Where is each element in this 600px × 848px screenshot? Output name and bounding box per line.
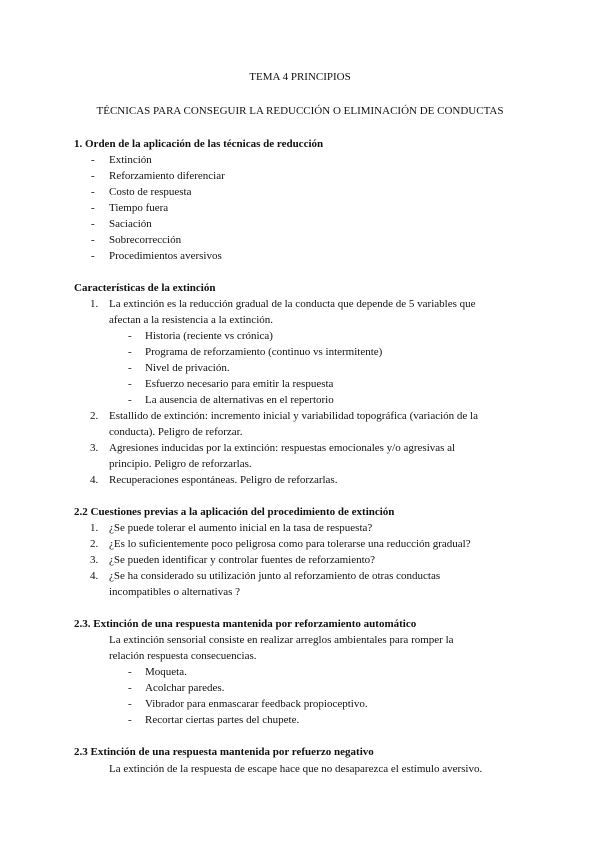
list-dash: - [128, 346, 132, 358]
list-item: Acolchar paredes. [145, 682, 225, 694]
list-item: Moqueta. [145, 666, 187, 678]
list-item: Procedimientos aversivos [109, 250, 222, 262]
paragraph-line: La extinción sensorial consiste en realizar arreglos ambientales para romper la [109, 634, 454, 646]
list-item: Vibrador para enmascarar feedback propioceptivo. [145, 698, 368, 710]
list-item-text: Estallido de extinción: incremento inicial y variabilidad topográfica (variación de la [109, 410, 478, 422]
list-dash: - [91, 202, 95, 214]
doc-header: TEMA 4 PRINCIPIOS [249, 71, 351, 83]
list-number: 1. [90, 522, 99, 534]
section-2-heading: Características de la extinción [74, 282, 216, 294]
list-item: Historia (reciente vs crónica) [145, 330, 273, 342]
list-number: 2. [90, 538, 99, 550]
list-dash: - [91, 186, 95, 198]
list-dash: - [91, 250, 95, 262]
list-number: 3. [90, 442, 99, 454]
list-item: Costo de respuesta [109, 186, 192, 198]
list-dash: - [91, 218, 95, 230]
list-number: 1. [90, 298, 99, 310]
list-item: Recortar ciertas partes del chupete. [145, 714, 300, 726]
list-dash: - [128, 666, 132, 678]
list-item-text: Agresiones inducidas por la extinción: respuestas emocionales y/o agresivas al [109, 442, 456, 454]
list-item-text: conducta). Peligro de reforzar. [109, 426, 243, 438]
list-item-text: incompatibles o alternativas ? [109, 586, 241, 598]
list-item-text: Recuperaciones espontáneas. Peligro de reforzarlas. [109, 474, 338, 486]
list-number: 4. [90, 570, 99, 582]
list-item-text: La extinción es la reducción gradual de la conducta que depende de 5 variables que [109, 298, 476, 310]
list-item-text: ¿Se ha considerado su utilización junto al reforzamiento de otras conductas [109, 570, 441, 582]
list-item: Extinción [109, 154, 152, 166]
list-dash: - [128, 394, 132, 406]
list-item: Sobrecorrección [109, 234, 182, 246]
list-item: Programa de reforzamiento (continuo vs intermitente) [145, 346, 383, 358]
list-dash: - [128, 330, 132, 342]
list-dash: - [91, 154, 95, 166]
paragraph-line: La extinción de la respuesta de escape hace que no desaparezca el estímulo aversivo. [109, 763, 483, 775]
section-1-heading: 1. Orden de la aplicación de las técnicas de reducción [74, 138, 324, 150]
list-item-text: ¿Se pueden identificar y controlar fuentes de reforzamiento? [109, 554, 376, 566]
list-dash: - [91, 170, 95, 182]
section-5-heading: 2.3 Extinción de una respuesta mantenida por refuerzo negativo [74, 746, 374, 758]
list-dash: - [128, 714, 132, 726]
list-dash: - [128, 362, 132, 374]
list-dash: - [128, 698, 132, 710]
list-number: 2. [90, 410, 99, 422]
section-4-heading: 2.3. Extinción de una respuesta mantenida por reforzamiento automático [74, 618, 417, 630]
list-number: 3. [90, 554, 99, 566]
paragraph-line: relación respuesta consecuencias. [109, 650, 257, 662]
list-dash: - [128, 378, 132, 390]
list-item: Saciación [109, 218, 152, 230]
list-dash: - [91, 234, 95, 246]
list-item-text: ¿Se puede tolerar el aumento inicial en la tasa de respuesta? [109, 522, 373, 534]
doc-title: TÉCNICAS PARA CONSEGUIR LA REDUCCIÓN O ELIMINACIÓN DE CONDUCTAS [96, 105, 504, 117]
list-dash: - [128, 682, 132, 694]
list-item-text: afectan a la resistencia a la extinción. [109, 314, 273, 326]
list-item: Reforzamiento diferenciar [109, 170, 225, 182]
list-item-text: principio. Peligro de reforzarlas. [109, 458, 252, 470]
list-item-text: ¿Es lo suficientemente poco peligrosa como para tolerarse una reducción gradual? [109, 538, 471, 550]
list-item: Esfuerzo necesario para emitir la respuesta [145, 378, 334, 390]
list-number: 4. [90, 474, 99, 486]
list-item: Tiempo fuera [109, 202, 169, 214]
section-3-heading: 2.2 Cuestiones previas a la aplicación del procedimiento de extinción [74, 506, 395, 518]
list-item: La ausencia de alternativas en el repertorio [145, 394, 334, 406]
list-item: Nivel de privación. [145, 362, 230, 374]
